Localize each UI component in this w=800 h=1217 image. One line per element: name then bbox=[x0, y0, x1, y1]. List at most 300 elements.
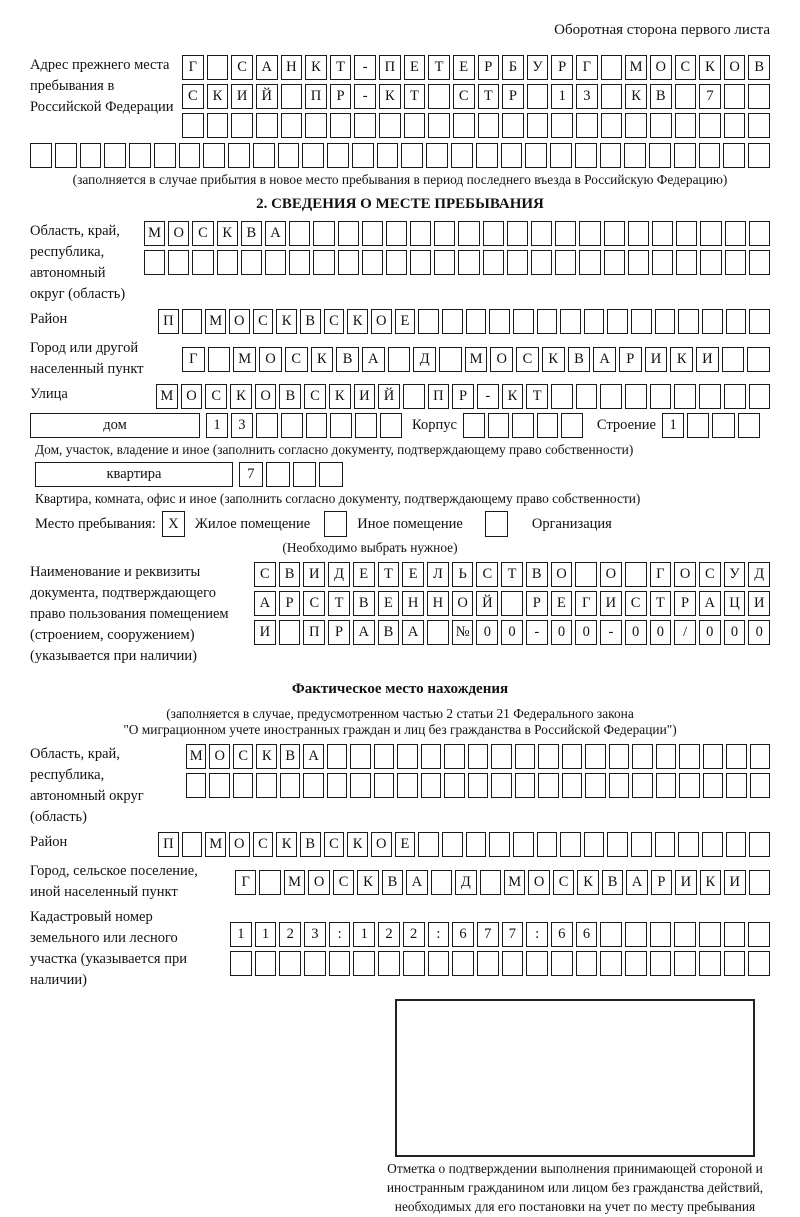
char-cell[interactable] bbox=[650, 384, 672, 409]
char-cell[interactable]: 7 bbox=[239, 462, 263, 487]
char-cell[interactable] bbox=[625, 384, 647, 409]
char-cell[interactable]: М bbox=[233, 347, 256, 372]
char-cell[interactable] bbox=[439, 347, 462, 372]
char-cell[interactable] bbox=[305, 113, 327, 138]
char-cell[interactable]: В bbox=[650, 84, 672, 109]
char-cell[interactable]: К bbox=[577, 870, 598, 895]
char-cell[interactable]: Н bbox=[402, 591, 424, 616]
char-cell[interactable] bbox=[207, 113, 229, 138]
char-cell[interactable] bbox=[476, 143, 498, 168]
char-cell[interactable] bbox=[403, 951, 425, 976]
char-cell[interactable] bbox=[192, 250, 213, 275]
char-cell[interactable]: М bbox=[284, 870, 305, 895]
char-cell[interactable]: 6 bbox=[576, 922, 598, 947]
char-cell[interactable] bbox=[579, 250, 600, 275]
char-cell[interactable] bbox=[362, 221, 383, 246]
char-cell[interactable] bbox=[410, 250, 431, 275]
char-cell[interactable]: М bbox=[205, 309, 226, 334]
char-cell[interactable]: Т bbox=[378, 562, 400, 587]
char-cell[interactable] bbox=[675, 84, 697, 109]
char-cell[interactable] bbox=[512, 413, 534, 438]
char-cell[interactable]: О bbox=[724, 55, 746, 80]
char-cell[interactable] bbox=[687, 413, 709, 438]
char-cell[interactable]: О bbox=[674, 562, 696, 587]
char-cell[interactable] bbox=[209, 773, 229, 798]
char-cell[interactable]: О bbox=[371, 832, 392, 857]
char-cell[interactable] bbox=[538, 773, 558, 798]
char-cell[interactable] bbox=[313, 221, 334, 246]
char-cell[interactable] bbox=[302, 143, 324, 168]
char-cell[interactable] bbox=[304, 951, 326, 976]
char-cell[interactable]: В bbox=[279, 562, 301, 587]
char-cell[interactable]: К bbox=[347, 832, 368, 857]
char-cell[interactable]: 0 bbox=[748, 620, 770, 645]
char-cell[interactable] bbox=[600, 922, 622, 947]
char-cell[interactable] bbox=[478, 113, 500, 138]
char-cell[interactable]: П bbox=[303, 620, 325, 645]
char-cell[interactable] bbox=[488, 413, 510, 438]
char-cell[interactable]: О bbox=[650, 55, 672, 80]
char-cell[interactable] bbox=[631, 309, 652, 334]
char-cell[interactable]: У bbox=[527, 55, 549, 80]
char-cell[interactable] bbox=[550, 143, 572, 168]
char-cell[interactable]: С bbox=[192, 221, 213, 246]
char-cell[interactable]: 7 bbox=[502, 922, 524, 947]
char-cell[interactable]: К bbox=[700, 870, 721, 895]
char-cell[interactable]: Е bbox=[551, 591, 573, 616]
char-cell[interactable] bbox=[702, 832, 723, 857]
char-cell[interactable]: О bbox=[255, 384, 277, 409]
char-cell[interactable] bbox=[699, 384, 721, 409]
char-cell[interactable] bbox=[255, 951, 277, 976]
char-cell[interactable]: 2 bbox=[403, 922, 425, 947]
char-cell[interactable] bbox=[726, 773, 746, 798]
char-cell[interactable] bbox=[656, 744, 676, 769]
char-cell[interactable] bbox=[624, 143, 646, 168]
char-cell[interactable] bbox=[386, 221, 407, 246]
char-cell[interactable] bbox=[749, 832, 770, 857]
char-cell[interactable] bbox=[748, 113, 770, 138]
char-cell[interactable]: Л bbox=[427, 562, 449, 587]
char-cell[interactable] bbox=[428, 113, 450, 138]
char-cell[interactable]: В bbox=[300, 832, 321, 857]
char-cell[interactable] bbox=[712, 413, 734, 438]
char-cell[interactable] bbox=[306, 413, 328, 438]
char-cell[interactable]: 1 bbox=[230, 922, 252, 947]
char-cell[interactable] bbox=[442, 832, 463, 857]
char-cell[interactable] bbox=[168, 250, 189, 275]
char-cell[interactable] bbox=[601, 84, 623, 109]
char-cell[interactable] bbox=[280, 773, 300, 798]
char-cell[interactable] bbox=[600, 143, 622, 168]
char-cell[interactable] bbox=[600, 384, 622, 409]
char-cell[interactable]: В bbox=[353, 591, 375, 616]
char-cell[interactable]: С bbox=[233, 744, 253, 769]
char-cell[interactable]: В bbox=[568, 347, 591, 372]
char-cell[interactable] bbox=[428, 84, 450, 109]
char-cell[interactable] bbox=[483, 250, 504, 275]
char-cell[interactable]: Е bbox=[404, 55, 426, 80]
char-cell[interactable]: Г bbox=[575, 591, 597, 616]
char-cell[interactable] bbox=[428, 951, 450, 976]
char-cell[interactable]: Г bbox=[182, 55, 204, 80]
char-cell[interactable]: 1 bbox=[353, 922, 375, 947]
char-cell[interactable]: К bbox=[230, 384, 252, 409]
char-cell[interactable] bbox=[609, 744, 629, 769]
char-cell[interactable] bbox=[182, 832, 203, 857]
char-cell[interactable]: К bbox=[217, 221, 238, 246]
char-cell[interactable] bbox=[579, 221, 600, 246]
char-cell[interactable]: О bbox=[551, 562, 573, 587]
char-cell[interactable]: Р bbox=[328, 620, 350, 645]
char-cell[interactable]: М bbox=[205, 832, 226, 857]
char-cell[interactable] bbox=[750, 773, 770, 798]
char-cell[interactable] bbox=[401, 143, 423, 168]
char-cell[interactable] bbox=[353, 951, 375, 976]
char-cell[interactable] bbox=[748, 922, 770, 947]
char-cell[interactable] bbox=[561, 413, 583, 438]
char-cell[interactable]: К bbox=[305, 55, 327, 80]
char-cell[interactable]: С bbox=[476, 562, 498, 587]
char-cell[interactable] bbox=[724, 384, 746, 409]
char-cell[interactable]: Е bbox=[378, 591, 400, 616]
char-cell[interactable] bbox=[327, 143, 349, 168]
char-cell[interactable]: 0 bbox=[575, 620, 597, 645]
char-cell[interactable] bbox=[538, 744, 558, 769]
char-cell[interactable]: А bbox=[699, 591, 721, 616]
char-cell[interactable] bbox=[749, 384, 771, 409]
char-cell[interactable]: А bbox=[402, 620, 424, 645]
char-cell[interactable] bbox=[678, 832, 699, 857]
char-cell[interactable] bbox=[330, 113, 352, 138]
char-cell[interactable] bbox=[537, 832, 558, 857]
char-cell[interactable]: Ц bbox=[724, 591, 746, 616]
char-cell[interactable]: Е bbox=[353, 562, 375, 587]
char-cell[interactable]: С bbox=[303, 591, 325, 616]
char-cell[interactable] bbox=[378, 951, 400, 976]
char-cell[interactable]: 6 bbox=[452, 922, 474, 947]
char-cell[interactable]: - bbox=[354, 55, 376, 80]
char-cell[interactable]: Г bbox=[576, 55, 598, 80]
char-cell[interactable] bbox=[702, 309, 723, 334]
char-cell[interactable]: 0 bbox=[650, 620, 672, 645]
char-cell[interactable]: Р bbox=[330, 84, 352, 109]
char-cell[interactable]: И bbox=[645, 347, 668, 372]
char-cell[interactable]: И bbox=[696, 347, 719, 372]
char-cell[interactable]: А bbox=[406, 870, 427, 895]
char-cell[interactable] bbox=[576, 951, 598, 976]
char-cell[interactable] bbox=[466, 309, 487, 334]
char-cell[interactable] bbox=[279, 951, 301, 976]
char-cell[interactable]: 1 bbox=[662, 413, 684, 438]
char-cell[interactable] bbox=[575, 143, 597, 168]
char-cell[interactable] bbox=[537, 413, 559, 438]
char-cell[interactable] bbox=[374, 744, 394, 769]
char-cell[interactable] bbox=[656, 773, 676, 798]
char-cell[interactable]: С bbox=[625, 591, 647, 616]
char-cell[interactable]: А bbox=[593, 347, 616, 372]
char-cell[interactable] bbox=[501, 143, 523, 168]
char-cell[interactable]: Т bbox=[478, 84, 500, 109]
char-cell[interactable]: Д bbox=[748, 562, 770, 587]
char-cell[interactable] bbox=[584, 832, 605, 857]
char-cell[interactable]: П bbox=[379, 55, 401, 80]
char-cell[interactable] bbox=[601, 113, 623, 138]
char-cell[interactable] bbox=[560, 309, 581, 334]
char-cell[interactable]: М bbox=[186, 744, 206, 769]
char-cell[interactable] bbox=[676, 221, 697, 246]
char-cell[interactable]: М bbox=[465, 347, 488, 372]
char-cell[interactable]: И bbox=[675, 870, 696, 895]
char-cell[interactable]: К bbox=[276, 832, 297, 857]
char-cell[interactable] bbox=[293, 462, 317, 487]
char-cell[interactable]: И bbox=[254, 620, 276, 645]
char-cell[interactable]: В bbox=[279, 384, 301, 409]
char-cell[interactable] bbox=[738, 413, 760, 438]
char-cell[interactable]: О bbox=[600, 562, 622, 587]
char-cell[interactable]: А bbox=[303, 744, 323, 769]
char-cell[interactable]: У bbox=[724, 562, 746, 587]
char-cell[interactable] bbox=[749, 221, 770, 246]
char-cell[interactable] bbox=[675, 113, 697, 138]
char-cell[interactable] bbox=[749, 870, 770, 895]
char-cell[interactable] bbox=[230, 951, 252, 976]
char-cell[interactable]: В bbox=[336, 347, 359, 372]
char-cell[interactable] bbox=[144, 250, 165, 275]
char-cell[interactable]: Т bbox=[330, 55, 352, 80]
char-cell[interactable] bbox=[289, 250, 310, 275]
char-cell[interactable] bbox=[513, 832, 534, 857]
char-cell[interactable] bbox=[652, 250, 673, 275]
char-cell[interactable] bbox=[555, 250, 576, 275]
char-cell[interactable]: А bbox=[626, 870, 647, 895]
char-cell[interactable] bbox=[649, 143, 671, 168]
char-cell[interactable]: Г bbox=[235, 870, 256, 895]
char-cell[interactable]: С bbox=[231, 55, 253, 80]
char-cell[interactable] bbox=[724, 951, 746, 976]
char-cell[interactable] bbox=[491, 773, 511, 798]
char-cell[interactable]: О bbox=[229, 832, 250, 857]
char-cell[interactable] bbox=[281, 84, 303, 109]
char-cell[interactable] bbox=[256, 113, 278, 138]
char-cell[interactable] bbox=[350, 773, 370, 798]
char-cell[interactable] bbox=[463, 413, 485, 438]
char-cell[interactable]: Т bbox=[501, 562, 523, 587]
char-cell[interactable] bbox=[601, 55, 623, 80]
char-cell[interactable] bbox=[655, 832, 676, 857]
char-cell[interactable] bbox=[725, 250, 746, 275]
char-cell[interactable]: Р bbox=[651, 870, 672, 895]
char-cell[interactable] bbox=[676, 250, 697, 275]
char-cell[interactable] bbox=[253, 143, 275, 168]
char-cell[interactable] bbox=[628, 221, 649, 246]
char-cell[interactable]: С bbox=[675, 55, 697, 80]
char-cell[interactable]: В bbox=[602, 870, 623, 895]
char-cell[interactable] bbox=[319, 462, 343, 487]
char-cell[interactable]: А bbox=[254, 591, 276, 616]
char-cell[interactable] bbox=[266, 462, 290, 487]
char-cell[interactable] bbox=[585, 744, 605, 769]
char-cell[interactable] bbox=[502, 951, 524, 976]
char-cell[interactable]: О bbox=[181, 384, 203, 409]
char-cell[interactable] bbox=[678, 309, 699, 334]
char-cell[interactable] bbox=[679, 773, 699, 798]
char-cell[interactable] bbox=[628, 250, 649, 275]
char-cell[interactable] bbox=[625, 922, 647, 947]
char-cell[interactable]: О bbox=[371, 309, 392, 334]
char-cell[interactable] bbox=[355, 413, 377, 438]
checkbox-dwelling[interactable]: X bbox=[162, 511, 185, 537]
char-cell[interactable] bbox=[703, 744, 723, 769]
char-cell[interactable] bbox=[724, 84, 746, 109]
char-cell[interactable] bbox=[129, 143, 151, 168]
char-cell[interactable] bbox=[652, 221, 673, 246]
char-cell[interactable]: И bbox=[600, 591, 622, 616]
char-cell[interactable] bbox=[281, 413, 303, 438]
char-cell[interactable] bbox=[477, 951, 499, 976]
char-cell[interactable] bbox=[527, 84, 549, 109]
char-cell[interactable]: : bbox=[428, 922, 450, 947]
char-cell[interactable] bbox=[726, 832, 747, 857]
char-cell[interactable]: - bbox=[526, 620, 548, 645]
char-cell[interactable] bbox=[722, 347, 745, 372]
char-cell[interactable]: П bbox=[428, 384, 450, 409]
char-cell[interactable]: К bbox=[256, 744, 276, 769]
char-cell[interactable]: О bbox=[308, 870, 329, 895]
char-cell[interactable]: Т bbox=[650, 591, 672, 616]
char-cell[interactable]: - bbox=[354, 84, 376, 109]
char-cell[interactable]: К bbox=[699, 55, 721, 80]
char-cell[interactable]: М bbox=[144, 221, 165, 246]
char-cell[interactable] bbox=[749, 309, 770, 334]
char-cell[interactable]: П bbox=[305, 84, 327, 109]
char-cell[interactable]: Й bbox=[256, 84, 278, 109]
char-cell[interactable]: С bbox=[553, 870, 574, 895]
char-cell[interactable] bbox=[281, 113, 303, 138]
char-cell[interactable] bbox=[388, 347, 411, 372]
char-cell[interactable] bbox=[179, 143, 201, 168]
char-cell[interactable]: С bbox=[324, 832, 345, 857]
char-cell[interactable] bbox=[30, 143, 52, 168]
char-cell[interactable]: С bbox=[253, 832, 274, 857]
char-cell[interactable]: К bbox=[379, 84, 401, 109]
char-cell[interactable] bbox=[585, 773, 605, 798]
char-cell[interactable]: 0 bbox=[501, 620, 523, 645]
char-cell[interactable]: Д bbox=[328, 562, 350, 587]
char-cell[interactable]: И bbox=[748, 591, 770, 616]
char-cell[interactable]: М bbox=[625, 55, 647, 80]
char-cell[interactable]: К bbox=[670, 347, 693, 372]
char-cell[interactable] bbox=[444, 773, 464, 798]
char-cell[interactable] bbox=[562, 744, 582, 769]
char-cell[interactable]: К bbox=[276, 309, 297, 334]
char-cell[interactable]: Т bbox=[526, 384, 548, 409]
char-cell[interactable] bbox=[575, 562, 597, 587]
char-cell[interactable] bbox=[747, 347, 770, 372]
char-cell[interactable]: К bbox=[311, 347, 334, 372]
char-cell[interactable] bbox=[625, 113, 647, 138]
char-cell[interactable]: П bbox=[158, 309, 179, 334]
char-cell[interactable]: 3 bbox=[304, 922, 326, 947]
char-cell[interactable] bbox=[576, 384, 598, 409]
char-cell[interactable] bbox=[327, 744, 347, 769]
char-cell[interactable]: 7 bbox=[699, 84, 721, 109]
char-cell[interactable] bbox=[515, 744, 535, 769]
char-cell[interactable] bbox=[491, 744, 511, 769]
char-cell[interactable] bbox=[555, 221, 576, 246]
char-cell[interactable] bbox=[55, 143, 77, 168]
char-cell[interactable]: Р bbox=[526, 591, 548, 616]
char-cell[interactable] bbox=[576, 113, 598, 138]
char-cell[interactable]: Т bbox=[404, 84, 426, 109]
char-cell[interactable] bbox=[655, 309, 676, 334]
char-cell[interactable] bbox=[397, 773, 417, 798]
char-cell[interactable] bbox=[217, 250, 238, 275]
char-cell[interactable] bbox=[513, 309, 534, 334]
char-cell[interactable] bbox=[228, 143, 250, 168]
char-cell[interactable] bbox=[650, 951, 672, 976]
char-cell[interactable] bbox=[632, 744, 652, 769]
char-cell[interactable] bbox=[186, 773, 206, 798]
char-cell[interactable]: 2 bbox=[378, 922, 400, 947]
char-cell[interactable] bbox=[699, 951, 721, 976]
char-cell[interactable] bbox=[278, 143, 300, 168]
char-cell[interactable] bbox=[748, 143, 770, 168]
char-cell[interactable]: В bbox=[300, 309, 321, 334]
char-cell[interactable] bbox=[182, 309, 203, 334]
char-cell[interactable]: О bbox=[168, 221, 189, 246]
char-cell[interactable] bbox=[483, 221, 504, 246]
char-cell[interactable] bbox=[468, 744, 488, 769]
char-cell[interactable] bbox=[604, 250, 625, 275]
char-cell[interactable] bbox=[434, 250, 455, 275]
char-cell[interactable] bbox=[551, 951, 573, 976]
char-cell[interactable]: С bbox=[453, 84, 475, 109]
char-cell[interactable] bbox=[584, 309, 605, 334]
char-cell[interactable] bbox=[377, 143, 399, 168]
char-cell[interactable] bbox=[386, 250, 407, 275]
char-cell[interactable] bbox=[203, 143, 225, 168]
char-cell[interactable]: К bbox=[502, 384, 524, 409]
char-cell[interactable] bbox=[703, 773, 723, 798]
char-cell[interactable] bbox=[362, 250, 383, 275]
char-cell[interactable]: А bbox=[362, 347, 385, 372]
char-cell[interactable]: - bbox=[600, 620, 622, 645]
char-cell[interactable] bbox=[700, 221, 721, 246]
char-cell[interactable] bbox=[507, 250, 528, 275]
char-cell[interactable]: С bbox=[254, 562, 276, 587]
char-cell[interactable]: В bbox=[526, 562, 548, 587]
char-cell[interactable]: К bbox=[329, 384, 351, 409]
char-cell[interactable]: Р bbox=[551, 55, 573, 80]
char-cell[interactable] bbox=[338, 250, 359, 275]
char-cell[interactable] bbox=[699, 143, 721, 168]
char-cell[interactable] bbox=[374, 773, 394, 798]
char-cell[interactable] bbox=[631, 832, 652, 857]
char-cell[interactable] bbox=[453, 113, 475, 138]
char-cell[interactable]: 2 bbox=[279, 922, 301, 947]
char-cell[interactable]: Р bbox=[478, 55, 500, 80]
char-cell[interactable] bbox=[700, 250, 721, 275]
char-cell[interactable]: О bbox=[528, 870, 549, 895]
char-cell[interactable]: О bbox=[490, 347, 513, 372]
char-cell[interactable]: К bbox=[357, 870, 378, 895]
char-cell[interactable] bbox=[451, 143, 473, 168]
char-cell[interactable] bbox=[327, 773, 347, 798]
char-cell[interactable] bbox=[750, 744, 770, 769]
char-cell[interactable]: 0 bbox=[724, 620, 746, 645]
char-cell[interactable]: 7 bbox=[477, 922, 499, 947]
